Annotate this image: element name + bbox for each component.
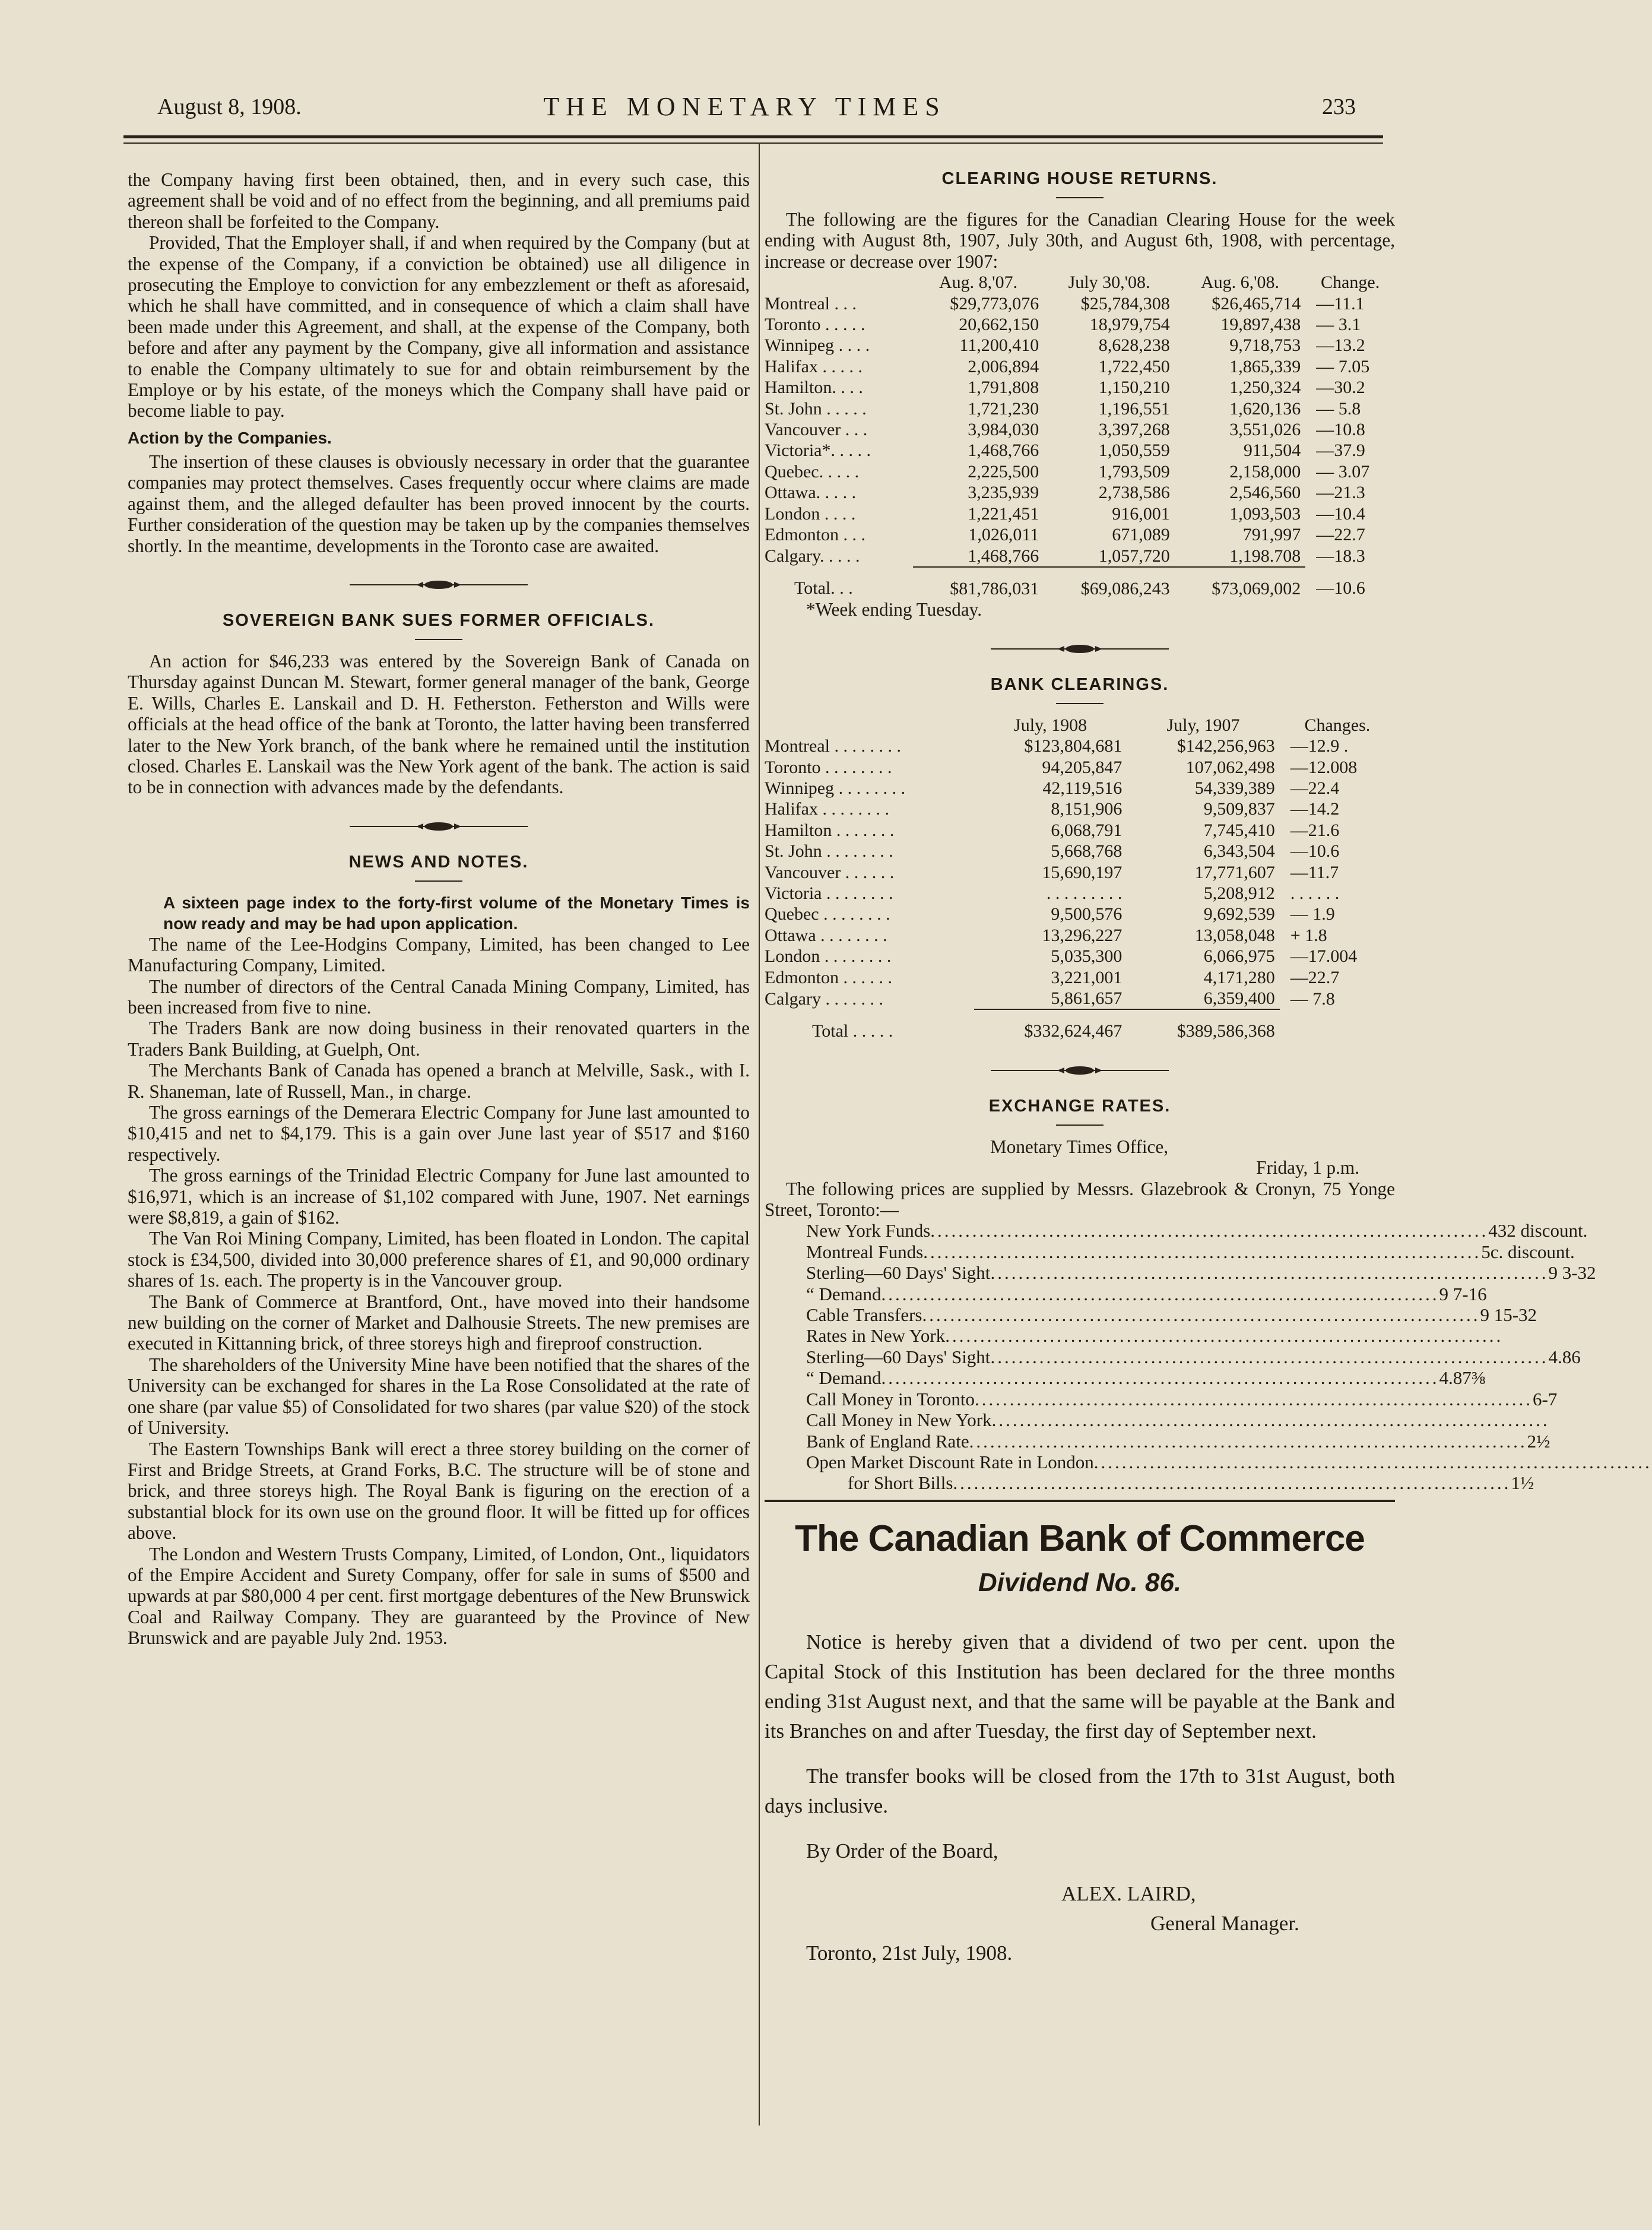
value-cell: 1,793,509 [1098, 461, 1170, 482]
value-cell: 9,718,753 [1229, 335, 1301, 356]
table-row [765, 862, 1395, 883]
rate-row [765, 1388, 1558, 1409]
city-cell: Halifax . . . . . . . . [765, 799, 889, 819]
total-label: Total. . . [794, 578, 853, 598]
city-cell: St. John . . . . . [765, 398, 867, 419]
value-cell: + 1.8 [1290, 925, 1327, 945]
value-cell: 6,343,504 [1203, 841, 1275, 861]
rate-row [765, 1430, 1550, 1452]
rate-label: for Short Bills [848, 1472, 953, 1494]
bank-clearings-table [765, 715, 1395, 1042]
news-item: The London and Western Trusts Company, Limited, of London, Ont., liquidators of the Empire Accident and Surety Company, offer for sale in sums of $500 and upwards at par $80,000 4 per cent. first mortgage debentures of the New Brunswick Coal and Railway Company. They are guaranteed by the Province of New Brunswick and are payable July 2nd. 1953. [128, 1543, 750, 1649]
value-cell: 17,771,607 [1194, 862, 1275, 882]
table-row [765, 778, 1395, 799]
value-cell: 54,339,389 [1194, 778, 1275, 798]
total-value: $73,069,002 [1175, 567, 1305, 599]
ad-order: By Order of the Board, [806, 1839, 998, 1862]
city-cell: London . . . . . . . . [765, 946, 892, 967]
city-cell: Hamilton . . . . . . . [765, 820, 895, 840]
table-row [765, 482, 1395, 503]
news-item: The Traders Bank are now doing business in their renovated quarters in the Traders Bank Building, at Guelph, Ont. [128, 1018, 750, 1060]
publication-title: THE MONETARY TIMES [543, 92, 946, 121]
table-row [765, 988, 1395, 1009]
news-item: The Merchants Bank of Canada has opened a branch at Melville, Sask., with I. R. Shaneman, late of Russell, Man., in charge. [128, 1060, 750, 1102]
clearing-intro: The following are the figures for the Canadian Clearing House for the week ending with August 8th, 1907, July 30th, and August 6th, 1908, with percentage, increase or decrease over 1907: [765, 209, 1395, 272]
rate-label: Bank of England Rate [806, 1430, 969, 1452]
value-cell: 5,861,657 [1051, 989, 1123, 1008]
table-row [765, 398, 1395, 419]
value-cell: $123,804,681 [1024, 736, 1123, 756]
value-cell: 1,722,450 [1098, 356, 1170, 376]
leader-dots: ................................................................................ [945, 1325, 1504, 1347]
value-cell: 5,668,768 [1051, 841, 1123, 861]
value-cell: —14.2 [1290, 799, 1340, 819]
ornament-divider [350, 580, 528, 590]
article-text: An action for $46,233 was entered by the Sovereign Bank of Canada on Thursday against Duncan M. Stewart, former general manager of the bank, George E. Wills, Charles E. Lanskail and D. H. Fetherston. Fetherston and Wills were officials at the head office of the bank at Toronto, the latter having been transferred later to the New York branch, of the bank where he remained until the institution closed. Charles E. Lanskail was the New York agent of the bank. The action is said to be in connection with advances made by the defendants. [128, 650, 750, 798]
value-cell: — 3.07 [1316, 461, 1370, 482]
table-row [765, 461, 1395, 482]
news-item: The Bank of Commerce at Brantford, Ont., have moved into their handsome new building on the corner of Market and Dalhousie Streets. The new premises are executed in Kittanning brick, of three storeys high and fireproof construction. [128, 1291, 750, 1354]
news-item: The gross earnings of the Trinidad Electric Company for June last amounted to $16,971, which is an increase of $1,102 compared with June, 1907. Net earnings were $8,819, a gain of $162. [128, 1165, 750, 1228]
article-text: The insertion of these clauses is obviously necessary in order that the guarantee companies may protect themselves. Cases frequently occur where claims are made against them, and the alleged defaulter has been proved innocent by the courts. Further consideration of the question may be taken up by the companies themselves shortly. In the meantime, developments in the Toronto case are awaited. [128, 451, 750, 556]
city-cell: Edmonton . . . [765, 525, 865, 545]
issue-date: August 8, 1908. [157, 94, 302, 119]
value-cell: 1,468,766 [968, 441, 1039, 461]
city-cell: St. John . . . . . . . . [765, 841, 893, 861]
value-cell: —22.4 [1290, 778, 1340, 798]
city-cell: Winnipeg . . . . . . . . [765, 778, 906, 798]
value-cell: 8,151,906 [1051, 799, 1123, 819]
ad-place-date: Toronto, 21st July, 1908. [806, 1941, 1013, 1965]
total-value: $332,624,467 [974, 1009, 1127, 1041]
exchange-intro: The following prices are supplied by Messrs. Glazebrook & Cronyn, 75 Yonge Street, Toronto:— [765, 1178, 1395, 1221]
value-cell: 13,296,227 [1042, 925, 1123, 945]
clearing-house-table [765, 272, 1395, 599]
rate-value: 9 15-32 [1480, 1304, 1537, 1326]
rate-label: Sterling—60 Days' Sight [806, 1346, 991, 1367]
table-row [765, 314, 1395, 335]
column-header: July 30,'08. [1068, 273, 1150, 293]
rate-row [765, 1367, 1486, 1389]
city-cell: Montreal . . . [765, 293, 857, 313]
table-row [765, 925, 1395, 946]
leader-dots: ................................................................................ [930, 1220, 1489, 1241]
total-change: —10.6 [1316, 578, 1365, 598]
rate-label: Montreal Funds [806, 1241, 924, 1262]
column-header: Changes. [1304, 715, 1371, 735]
leader-dots: ................................................................................ [990, 1346, 1549, 1367]
rate-row [765, 1283, 1487, 1304]
value-cell: 916,001 [1112, 503, 1170, 524]
value-cell: — 5.8 [1316, 398, 1361, 419]
city-cell: London . . . . [765, 503, 856, 524]
exchange-office: Monetary Times Office, [990, 1136, 1169, 1157]
news-item: The gross earnings of the Demerara Electric Company for June last amounted to $10,415 and net to $4,179. This is a gain over June last year of $517 and $160 respectively. [128, 1102, 750, 1165]
rate-value: 9 7-16 [1439, 1283, 1487, 1304]
value-cell: 18,979,754 [1089, 315, 1170, 335]
value-cell: 1,791,808 [968, 378, 1039, 398]
value-cell: 5,035,300 [1051, 946, 1123, 967]
value-cell: 9,509,837 [1203, 799, 1275, 819]
page-number: 233 [1322, 94, 1356, 119]
news-item: The number of directors of the Central Canada Mining Company, Limited, has been increased from five to nine. [128, 975, 750, 1018]
column-header: July, 1907 [1166, 715, 1240, 735]
value-cell: 1,026,011 [968, 525, 1039, 545]
ad-text: The transfer books will be closed from the 17th to 31st August, both days inclusive. [765, 1764, 1395, 1817]
value-cell: $26,465,714 [1212, 293, 1301, 313]
table-row [765, 841, 1395, 861]
value-cell: 20,662,150 [959, 315, 1039, 335]
table-row [765, 904, 1395, 924]
ad-signer-role: General Manager. [1150, 1911, 1299, 1935]
rate-label: Call Money in Toronto [806, 1388, 975, 1409]
table-row [765, 883, 1395, 904]
rate-value: 4.86 [1548, 1346, 1581, 1367]
column-header: July, 1908 [1014, 715, 1087, 735]
value-cell: 15,690,197 [1042, 862, 1123, 882]
value-cell: — 7.8 [1290, 989, 1335, 1009]
city-cell: Ottawa. . . . . [765, 483, 857, 503]
value-cell: 3,984,030 [968, 420, 1039, 440]
leader-dots: ................................................................................ [969, 1430, 1527, 1452]
value-cell: 3,221,001 [1051, 967, 1123, 987]
ad-dividend-number: Dividend No. 86. [978, 1567, 1182, 1597]
value-cell: $29,773,076 [950, 293, 1039, 313]
value-cell: — 7.05 [1316, 356, 1370, 376]
table-row [765, 503, 1395, 524]
value-cell: $25,784,308 [1080, 293, 1170, 313]
value-cell: 1,196,551 [1098, 398, 1170, 419]
news-item: The shareholders of the University Mine have been notified that the shares of the University can be exchanged for shares in the La Rose Consolidated at the rate of one share (par value $5) of Consolidated for two shares (par value $20) of the stock of University. [128, 1354, 750, 1439]
column-divider [759, 142, 760, 2126]
table-row [765, 356, 1395, 377]
value-cell: 6,068,791 [1051, 820, 1123, 840]
section-heading-clearing: CLEARING HOUSE RETURNS. [941, 169, 1218, 188]
value-cell: 6,066,975 [1203, 946, 1275, 967]
value-cell: —11.1 [1316, 293, 1365, 313]
value-cell: 1,865,339 [1229, 356, 1301, 376]
table-row [765, 946, 1395, 967]
leader-dots: ................................................................................ [990, 1262, 1549, 1284]
ornament-divider [350, 822, 528, 831]
value-cell: 2,006,894 [968, 356, 1039, 376]
heading-rule [1056, 197, 1104, 198]
rate-label: Rates in New York [806, 1325, 946, 1347]
table-row [765, 967, 1395, 988]
rate-value: 6-7 [1533, 1388, 1558, 1409]
value-cell: —17.004 [1290, 946, 1358, 967]
city-cell: Calgary. . . . . [765, 546, 860, 566]
leader-dots: ................................................................................ [975, 1388, 1533, 1409]
section-heading-bank-clearings: BANK CLEARINGS. [990, 674, 1169, 694]
exchange-time: Friday, 1 p.m. [1256, 1157, 1359, 1179]
right-column [765, 169, 1652, 1968]
value-cell: 1,721,230 [968, 398, 1039, 419]
city-cell: Toronto . . . . . [765, 315, 865, 335]
city-cell: Halifax . . . . . [765, 356, 863, 376]
table-row [765, 546, 1395, 567]
value-cell: —13.2 [1316, 335, 1365, 356]
city-cell: Hamilton. . . . [765, 378, 863, 398]
value-cell: 3,551,026 [1229, 420, 1301, 440]
subheading-action: Action by the Companies. [128, 428, 332, 447]
value-cell: —30.2 [1316, 378, 1365, 398]
rate-value: 2½ [1527, 1430, 1550, 1452]
city-cell: Montreal . . . . . . . . [765, 736, 901, 756]
table-row [765, 377, 1395, 398]
heading-rule [1056, 1124, 1104, 1126]
table-total-row [765, 567, 1395, 599]
dividend-notice-ad [765, 1518, 1395, 1968]
value-cell: 8,628,238 [1098, 335, 1170, 356]
value-cell: 1,050,559 [1098, 441, 1170, 461]
value-cell: 1,468,766 [968, 546, 1039, 566]
value-cell: 1,150,210 [1098, 378, 1170, 398]
table-row [765, 799, 1395, 819]
section-heading-exchange: EXCHANGE RATES. [988, 1096, 1171, 1116]
exchange-rates-list [765, 1220, 1652, 1494]
rate-label: Cable Transfers [806, 1304, 922, 1326]
value-cell: —10.6 [1290, 841, 1340, 861]
ornament-divider [991, 1066, 1169, 1075]
leader-dots: ................................................................................ [953, 1472, 1511, 1494]
rate-row [765, 1346, 1581, 1367]
table-row [765, 757, 1395, 778]
heading-rule [415, 639, 462, 640]
news-item: The name of the Lee-Hodgins Company, Limited, has been changed to Lee Manufacturing Company, Limited. [128, 933, 750, 976]
value-cell: —12.9 . [1290, 736, 1349, 756]
table-row [765, 820, 1395, 841]
value-cell: 7,745,410 [1203, 820, 1275, 840]
rate-label: Call Money in New York [806, 1409, 992, 1431]
city-cell: Ottawa . . . . . . . . [765, 925, 887, 945]
value-cell: 1,620,136 [1229, 398, 1301, 419]
rate-row [765, 1409, 1550, 1431]
value-cell: 1,221,451 [968, 503, 1039, 524]
rate-label: New York Funds [806, 1220, 931, 1241]
value-cell: 1,198.708 [1229, 546, 1301, 566]
table-row [765, 419, 1395, 440]
value-cell: 13,058,048 [1194, 925, 1275, 945]
value-cell: $142,256,963 [1177, 736, 1275, 756]
rate-label: Sterling—60 Days' Sight [806, 1262, 991, 1284]
table-header-row [765, 272, 1395, 293]
value-cell: 1,250,324 [1229, 378, 1301, 398]
ad-bank-name: The Canadian Bank of Commerce [795, 1518, 1365, 1559]
ad-signer: ALEX. LAIRD, [1061, 1881, 1196, 1905]
value-cell: —22.7 [1290, 967, 1340, 987]
value-cell: 42,119,516 [1042, 778, 1123, 798]
table-row [765, 440, 1395, 461]
rate-row [765, 1472, 1534, 1494]
value-cell: 3,397,268 [1098, 420, 1170, 440]
city-cell: Edmonton . . . . . . [765, 967, 892, 987]
article-text: the Company having first been obtained, then, and in every such case, this agreement shall be void and of no effect from the beginning, and all premiums paid thereon shall be forfeited to the Company. [128, 169, 750, 232]
city-cell: Vancouver . . . [765, 420, 868, 440]
city-cell: Calgary . . . . . . . [765, 989, 883, 1009]
news-item: The Van Roi Mining Company, Limited, has been floated in London. The capital stock is £34,500, divided into 30,000 preference shares of £1, and 90,000 ordinary shares of 1s. each. The property is in the Vancouver group. [128, 1228, 750, 1291]
value-cell: 4,171,280 [1203, 967, 1275, 987]
value-cell: 2,738,586 [1098, 483, 1170, 503]
city-cell: Quebec . . . . . . . . [765, 904, 890, 924]
city-cell: Vancouver . . . . . . [765, 862, 895, 882]
value-cell: . . . . . . . . . [1046, 883, 1123, 903]
leader-dots: ................................................................................ [922, 1304, 1480, 1326]
rate-value: 9 3-32 [1548, 1262, 1596, 1284]
ad-text: Notice is hereby given that a dividend of two per cent. upon the Capital Stock of this Institution has been declared for the three months ending 31st August next, and that the same will be payable at the Bank and its Branches on and after Tuesday, the first day of September next. [765, 1630, 1395, 1743]
city-cell: Victoria*. . . . . [765, 441, 871, 461]
value-cell: 1,057,720 [1098, 546, 1170, 566]
leader-dots: ................................................................................ [991, 1409, 1550, 1431]
article-text: Provided, That the Employer shall, if and when required by the Company (but at the expense of the Company, if a conviction be obtained) use all diligence in prosecuting the Employe to conviction for any embezzlement or theft as aforesaid, which he shall have committed, and in consequence of which a claim shall have been made under this Agreement, and shall, at the expense of the Company, both before and after any payment by the Company, give all information and assistance to enable the Company ultimately to sue for and obtain reimbursement by the Employe or by his estate, of the moneys which the Company shall have paid or become liable to pay. [128, 232, 750, 422]
table-row [765, 335, 1395, 356]
rate-value: 5c. discount. [1481, 1241, 1575, 1262]
value-cell: 1,093,503 [1229, 503, 1301, 524]
leader-dots: ................................................................................ [881, 1283, 1439, 1304]
section-heading-sovereign: SOVEREIGN BANK SUES FORMER OFFICIALS. [222, 610, 655, 630]
masthead-rule-thin [123, 142, 1383, 144]
heading-rule [1056, 703, 1104, 704]
value-cell: —11.7 [1290, 862, 1339, 882]
column-header: Change. [1321, 273, 1380, 293]
value-cell: —10.8 [1316, 420, 1365, 440]
city-cell: Quebec. . . . . [765, 461, 860, 482]
value-cell: 671,089 [1112, 525, 1170, 545]
news-item: The Eastern Townships Bank will erect a three storey building on the corner of First and Bridge Streets, at Grand Forks, B.C. The structure will be of stone and brick, and three storeys high. The Royal Bank is figuring on the erection of a substantial block for its own use on the ground floor. It will be fitted up for offices above. [128, 1438, 750, 1544]
value-cell: 2,225,500 [968, 461, 1039, 482]
leader-dots: ................................................................................ [1093, 1451, 1652, 1472]
rate-label: Open Market Discount Rate in London [806, 1451, 1094, 1472]
value-cell: . . . . . . [1290, 883, 1340, 903]
rate-row [765, 1262, 1596, 1284]
section-heading-news: NEWS AND NOTES. [348, 852, 529, 872]
rate-row [765, 1325, 1504, 1347]
value-cell: —22.7 [1316, 525, 1365, 545]
leader-dots: ................................................................................ [881, 1367, 1439, 1389]
value-cell: 9,500,576 [1051, 904, 1123, 924]
rate-row [765, 1220, 1588, 1241]
value-cell: 6,359,400 [1203, 989, 1275, 1008]
leader-dots: ................................................................................ [923, 1241, 1482, 1262]
city-cell: Winnipeg . . . . [765, 335, 870, 356]
total-value: $69,086,243 [1044, 567, 1174, 599]
value-cell: — 1.9 [1290, 904, 1335, 924]
column-header: Aug. 6,'08. [1200, 273, 1280, 293]
footnote: *Week ending Tuesday. [806, 599, 982, 620]
value-cell: —12.008 [1290, 757, 1358, 777]
rate-row [765, 1304, 1537, 1326]
value-cell: — 3.1 [1316, 315, 1361, 335]
city-cell: Victoria . . . . . . . . [765, 883, 893, 903]
value-cell: 2,546,560 [1229, 483, 1301, 503]
rate-label: “ Demand [806, 1283, 882, 1304]
column-header: Aug. 8,'07. [939, 273, 1018, 293]
value-cell: 911,504 [1243, 441, 1301, 461]
ornament-divider [991, 644, 1169, 654]
value-cell: 107,062,498 [1185, 757, 1275, 777]
value-cell: 791,997 [1242, 525, 1301, 545]
table-row [765, 524, 1395, 545]
value-cell: 2,158,000 [1229, 461, 1301, 482]
rate-value: 432 discount. [1488, 1220, 1588, 1241]
value-cell: 94,205,847 [1042, 757, 1123, 777]
value-cell: —18.3 [1316, 546, 1365, 566]
value-cell: —10.4 [1316, 503, 1365, 524]
rate-label: “ Demand [806, 1367, 882, 1389]
table-row [765, 736, 1395, 756]
heading-rule [415, 880, 462, 882]
left-column [128, 169, 750, 1649]
value-cell: 5,208,912 [1203, 883, 1275, 903]
value-cell: —21.6 [1290, 820, 1340, 840]
total-label: Total . . . . . [812, 1021, 893, 1041]
table-total-row [765, 1009, 1395, 1041]
rate-value: 1½ [1511, 1472, 1534, 1494]
value-cell: 11,200,410 [959, 335, 1039, 356]
index-notice: A sixteen page index to the forty-first volume of the Monetary Times is now ready and may be had upon application. [163, 893, 750, 933]
ad-top-rule [765, 1500, 1395, 1502]
masthead-rule-thick [123, 135, 1383, 138]
value-cell: 19,897,438 [1220, 315, 1301, 335]
total-value: $389,586,368 [1127, 1009, 1279, 1041]
rate-value: 4.87⅜ [1439, 1367, 1486, 1389]
value-cell: —37.9 [1316, 441, 1365, 461]
value-cell: 9,692,539 [1203, 904, 1275, 924]
total-value: $81,786,031 [913, 567, 1044, 599]
value-cell: 3,235,939 [968, 483, 1039, 503]
table-row [765, 293, 1395, 314]
rate-row [765, 1241, 1575, 1262]
rate-row [765, 1451, 1652, 1472]
table-header-row [765, 715, 1395, 736]
city-cell: Toronto . . . . . . . . [765, 757, 892, 777]
value-cell: —21.3 [1316, 483, 1365, 503]
